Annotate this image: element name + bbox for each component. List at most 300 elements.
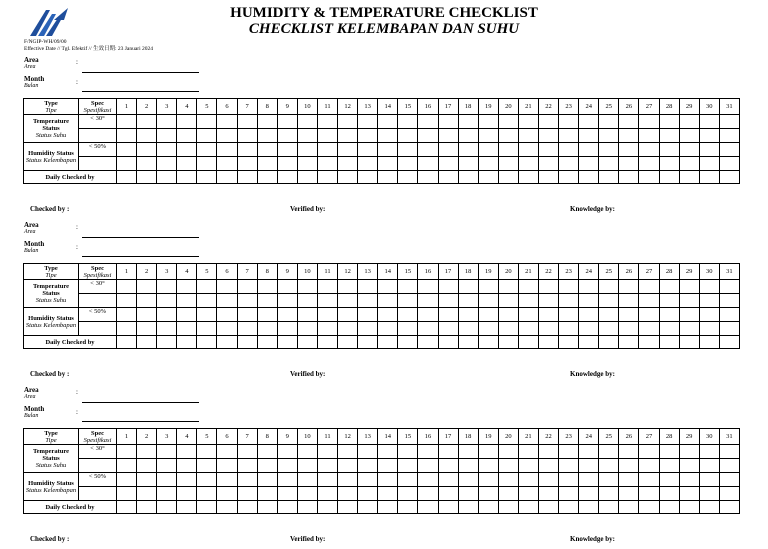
check-cell[interactable] bbox=[297, 459, 317, 473]
check-cell[interactable] bbox=[398, 157, 418, 171]
check-cell[interactable] bbox=[719, 459, 739, 473]
check-cell[interactable] bbox=[418, 171, 438, 184]
check-cell[interactable] bbox=[117, 459, 137, 473]
check-cell[interactable] bbox=[257, 487, 277, 501]
check-cell[interactable] bbox=[157, 129, 177, 143]
check-cell[interactable] bbox=[137, 280, 157, 294]
check-cell[interactable] bbox=[559, 280, 579, 294]
check-cell[interactable] bbox=[217, 445, 237, 459]
check-cell[interactable] bbox=[157, 143, 177, 157]
check-cell[interactable] bbox=[699, 115, 719, 129]
check-cell[interactable] bbox=[398, 459, 418, 473]
check-cell[interactable] bbox=[418, 143, 438, 157]
check-cell[interactable] bbox=[277, 487, 297, 501]
check-cell[interactable] bbox=[579, 473, 599, 487]
check-cell[interactable] bbox=[599, 322, 619, 336]
check-cell[interactable] bbox=[237, 459, 257, 473]
check-cell[interactable] bbox=[599, 157, 619, 171]
check-cell[interactable] bbox=[438, 171, 458, 184]
check-cell[interactable] bbox=[498, 157, 518, 171]
check-cell[interactable] bbox=[639, 171, 659, 184]
check-cell[interactable] bbox=[378, 294, 398, 308]
check-cell[interactable] bbox=[378, 308, 398, 322]
check-cell[interactable] bbox=[338, 129, 358, 143]
check-cell[interactable] bbox=[297, 487, 317, 501]
check-cell[interactable] bbox=[358, 445, 378, 459]
check-cell[interactable] bbox=[378, 280, 398, 294]
check-cell[interactable] bbox=[217, 157, 237, 171]
check-cell[interactable] bbox=[398, 501, 418, 514]
check-cell[interactable] bbox=[398, 445, 418, 459]
check-cell[interactable] bbox=[217, 171, 237, 184]
check-cell[interactable] bbox=[518, 445, 538, 459]
check-cell[interactable] bbox=[197, 308, 217, 322]
check-cell[interactable] bbox=[157, 336, 177, 349]
check-cell[interactable] bbox=[619, 336, 639, 349]
check-cell[interactable] bbox=[719, 129, 739, 143]
check-cell[interactable] bbox=[559, 459, 579, 473]
check-cell[interactable] bbox=[378, 322, 398, 336]
check-cell[interactable] bbox=[257, 501, 277, 514]
check-cell[interactable] bbox=[197, 501, 217, 514]
check-cell[interactable] bbox=[438, 294, 458, 308]
check-cell[interactable] bbox=[599, 459, 619, 473]
check-cell[interactable] bbox=[277, 143, 297, 157]
check-cell[interactable] bbox=[177, 501, 197, 514]
check-cell[interactable] bbox=[659, 473, 679, 487]
check-cell[interactable] bbox=[237, 308, 257, 322]
check-cell[interactable] bbox=[679, 115, 699, 129]
check-cell[interactable] bbox=[498, 308, 518, 322]
check-cell[interactable] bbox=[518, 459, 538, 473]
check-cell[interactable] bbox=[538, 487, 558, 501]
check-cell[interactable] bbox=[418, 294, 438, 308]
check-cell[interactable] bbox=[599, 487, 619, 501]
check-cell[interactable] bbox=[418, 501, 438, 514]
check-cell[interactable] bbox=[478, 115, 498, 129]
check-cell[interactable] bbox=[478, 501, 498, 514]
check-cell[interactable] bbox=[639, 143, 659, 157]
check-cell[interactable] bbox=[398, 322, 418, 336]
check-cell[interactable] bbox=[257, 280, 277, 294]
check-cell[interactable] bbox=[237, 336, 257, 349]
check-cell[interactable] bbox=[137, 445, 157, 459]
check-cell[interactable] bbox=[398, 487, 418, 501]
check-cell[interactable] bbox=[137, 157, 157, 171]
check-cell[interactable] bbox=[659, 459, 679, 473]
check-cell[interactable] bbox=[719, 115, 739, 129]
check-cell[interactable] bbox=[237, 294, 257, 308]
check-cell[interactable] bbox=[478, 336, 498, 349]
check-cell[interactable] bbox=[317, 322, 337, 336]
check-cell[interactable] bbox=[358, 143, 378, 157]
check-cell[interactable] bbox=[358, 459, 378, 473]
check-cell[interactable] bbox=[619, 129, 639, 143]
check-cell[interactable] bbox=[599, 473, 619, 487]
check-cell[interactable] bbox=[619, 473, 639, 487]
check-cell[interactable] bbox=[599, 171, 619, 184]
check-cell[interactable] bbox=[719, 294, 739, 308]
check-cell[interactable] bbox=[237, 487, 257, 501]
check-cell[interactable] bbox=[317, 280, 337, 294]
check-cell[interactable] bbox=[659, 157, 679, 171]
check-cell[interactable] bbox=[277, 294, 297, 308]
check-cell[interactable] bbox=[277, 280, 297, 294]
check-cell[interactable] bbox=[679, 129, 699, 143]
check-cell[interactable] bbox=[679, 157, 699, 171]
check-cell[interactable] bbox=[478, 322, 498, 336]
check-cell[interactable] bbox=[679, 473, 699, 487]
check-cell[interactable] bbox=[378, 459, 398, 473]
check-cell[interactable] bbox=[438, 129, 458, 143]
check-cell[interactable] bbox=[639, 280, 659, 294]
check-cell[interactable] bbox=[277, 322, 297, 336]
check-cell[interactable] bbox=[197, 294, 217, 308]
check-cell[interactable] bbox=[317, 143, 337, 157]
check-cell[interactable] bbox=[117, 294, 137, 308]
check-cell[interactable] bbox=[699, 473, 719, 487]
check-cell[interactable] bbox=[538, 308, 558, 322]
check-cell[interactable] bbox=[197, 129, 217, 143]
check-cell[interactable] bbox=[277, 171, 297, 184]
check-cell[interactable] bbox=[237, 322, 257, 336]
check-cell[interactable] bbox=[458, 294, 478, 308]
check-cell[interactable] bbox=[117, 171, 137, 184]
check-cell[interactable] bbox=[117, 280, 137, 294]
check-cell[interactable] bbox=[699, 501, 719, 514]
check-cell[interactable] bbox=[338, 157, 358, 171]
check-cell[interactable] bbox=[358, 294, 378, 308]
check-cell[interactable] bbox=[619, 157, 639, 171]
check-cell[interactable] bbox=[458, 129, 478, 143]
check-cell[interactable] bbox=[498, 487, 518, 501]
check-cell[interactable] bbox=[358, 129, 378, 143]
check-cell[interactable] bbox=[659, 501, 679, 514]
check-cell[interactable] bbox=[137, 459, 157, 473]
check-cell[interactable] bbox=[579, 294, 599, 308]
check-cell[interactable] bbox=[257, 473, 277, 487]
check-cell[interactable] bbox=[378, 115, 398, 129]
month-input-line[interactable] bbox=[82, 91, 199, 92]
check-cell[interactable] bbox=[217, 280, 237, 294]
check-cell[interactable] bbox=[137, 336, 157, 349]
check-cell[interactable] bbox=[719, 280, 739, 294]
check-cell[interactable] bbox=[418, 445, 438, 459]
check-cell[interactable] bbox=[639, 445, 659, 459]
check-cell[interactable] bbox=[719, 157, 739, 171]
check-cell[interactable] bbox=[559, 487, 579, 501]
check-cell[interactable] bbox=[257, 129, 277, 143]
check-cell[interactable] bbox=[237, 280, 257, 294]
check-cell[interactable] bbox=[117, 473, 137, 487]
check-cell[interactable] bbox=[619, 308, 639, 322]
check-cell[interactable] bbox=[579, 280, 599, 294]
check-cell[interactable] bbox=[358, 171, 378, 184]
check-cell[interactable] bbox=[438, 336, 458, 349]
check-cell[interactable] bbox=[197, 487, 217, 501]
area-input-line[interactable] bbox=[82, 72, 199, 73]
check-cell[interactable] bbox=[498, 143, 518, 157]
check-cell[interactable] bbox=[197, 115, 217, 129]
check-cell[interactable] bbox=[117, 487, 137, 501]
check-cell[interactable] bbox=[438, 143, 458, 157]
check-cell[interactable] bbox=[619, 280, 639, 294]
check-cell[interactable] bbox=[719, 487, 739, 501]
check-cell[interactable] bbox=[197, 336, 217, 349]
check-cell[interactable] bbox=[458, 473, 478, 487]
check-cell[interactable] bbox=[579, 336, 599, 349]
check-cell[interactable] bbox=[398, 308, 418, 322]
check-cell[interactable] bbox=[358, 473, 378, 487]
check-cell[interactable] bbox=[498, 501, 518, 514]
check-cell[interactable] bbox=[197, 445, 217, 459]
check-cell[interactable] bbox=[619, 501, 639, 514]
check-cell[interactable] bbox=[599, 336, 619, 349]
check-cell[interactable] bbox=[237, 143, 257, 157]
check-cell[interactable] bbox=[137, 322, 157, 336]
check-cell[interactable] bbox=[599, 115, 619, 129]
check-cell[interactable] bbox=[297, 294, 317, 308]
check-cell[interactable] bbox=[438, 445, 458, 459]
check-cell[interactable] bbox=[137, 294, 157, 308]
check-cell[interactable] bbox=[177, 308, 197, 322]
check-cell[interactable] bbox=[679, 445, 699, 459]
check-cell[interactable] bbox=[458, 445, 478, 459]
check-cell[interactable] bbox=[719, 473, 739, 487]
check-cell[interactable] bbox=[438, 322, 458, 336]
check-cell[interactable] bbox=[137, 115, 157, 129]
check-cell[interactable] bbox=[257, 115, 277, 129]
check-cell[interactable] bbox=[559, 473, 579, 487]
check-cell[interactable] bbox=[599, 294, 619, 308]
check-cell[interactable] bbox=[418, 157, 438, 171]
check-cell[interactable] bbox=[378, 129, 398, 143]
check-cell[interactable] bbox=[639, 459, 659, 473]
check-cell[interactable] bbox=[458, 322, 478, 336]
check-cell[interactable] bbox=[277, 459, 297, 473]
check-cell[interactable] bbox=[297, 473, 317, 487]
check-cell[interactable] bbox=[137, 171, 157, 184]
check-cell[interactable] bbox=[117, 157, 137, 171]
check-cell[interactable] bbox=[257, 336, 277, 349]
check-cell[interactable] bbox=[518, 322, 538, 336]
check-cell[interactable] bbox=[418, 473, 438, 487]
check-cell[interactable] bbox=[639, 322, 659, 336]
check-cell[interactable] bbox=[157, 294, 177, 308]
check-cell[interactable] bbox=[659, 143, 679, 157]
check-cell[interactable] bbox=[257, 171, 277, 184]
check-cell[interactable] bbox=[277, 473, 297, 487]
check-cell[interactable] bbox=[197, 143, 217, 157]
check-cell[interactable] bbox=[599, 129, 619, 143]
check-cell[interactable] bbox=[659, 336, 679, 349]
check-cell[interactable] bbox=[559, 308, 579, 322]
check-cell[interactable] bbox=[498, 336, 518, 349]
check-cell[interactable] bbox=[217, 129, 237, 143]
check-cell[interactable] bbox=[639, 336, 659, 349]
check-cell[interactable] bbox=[297, 336, 317, 349]
check-cell[interactable] bbox=[518, 336, 538, 349]
check-cell[interactable] bbox=[197, 322, 217, 336]
check-cell[interactable] bbox=[719, 171, 739, 184]
check-cell[interactable] bbox=[559, 322, 579, 336]
check-cell[interactable] bbox=[117, 501, 137, 514]
check-cell[interactable] bbox=[438, 115, 458, 129]
check-cell[interactable] bbox=[699, 336, 719, 349]
check-cell[interactable] bbox=[398, 143, 418, 157]
check-cell[interactable] bbox=[297, 280, 317, 294]
check-cell[interactable] bbox=[177, 336, 197, 349]
check-cell[interactable] bbox=[338, 308, 358, 322]
check-cell[interactable] bbox=[559, 157, 579, 171]
check-cell[interactable] bbox=[699, 322, 719, 336]
check-cell[interactable] bbox=[458, 171, 478, 184]
check-cell[interactable] bbox=[157, 308, 177, 322]
check-cell[interactable] bbox=[679, 459, 699, 473]
check-cell[interactable] bbox=[538, 473, 558, 487]
check-cell[interactable] bbox=[297, 115, 317, 129]
check-cell[interactable] bbox=[498, 171, 518, 184]
check-cell[interactable] bbox=[538, 143, 558, 157]
check-cell[interactable] bbox=[599, 308, 619, 322]
check-cell[interactable] bbox=[458, 143, 478, 157]
check-cell[interactable] bbox=[217, 308, 237, 322]
check-cell[interactable] bbox=[498, 459, 518, 473]
check-cell[interactable] bbox=[619, 143, 639, 157]
check-cell[interactable] bbox=[699, 157, 719, 171]
check-cell[interactable] bbox=[418, 336, 438, 349]
check-cell[interactable] bbox=[197, 459, 217, 473]
check-cell[interactable] bbox=[538, 171, 558, 184]
check-cell[interactable] bbox=[378, 157, 398, 171]
check-cell[interactable] bbox=[619, 294, 639, 308]
check-cell[interactable] bbox=[478, 129, 498, 143]
check-cell[interactable] bbox=[117, 143, 137, 157]
check-cell[interactable] bbox=[157, 115, 177, 129]
check-cell[interactable] bbox=[679, 280, 699, 294]
check-cell[interactable] bbox=[518, 473, 538, 487]
check-cell[interactable] bbox=[177, 487, 197, 501]
check-cell[interactable] bbox=[498, 280, 518, 294]
check-cell[interactable] bbox=[378, 336, 398, 349]
check-cell[interactable] bbox=[237, 171, 257, 184]
check-cell[interactable] bbox=[518, 171, 538, 184]
check-cell[interactable] bbox=[478, 487, 498, 501]
check-cell[interactable] bbox=[579, 171, 599, 184]
check-cell[interactable] bbox=[217, 459, 237, 473]
check-cell[interactable] bbox=[679, 322, 699, 336]
check-cell[interactable] bbox=[177, 473, 197, 487]
check-cell[interactable] bbox=[257, 294, 277, 308]
check-cell[interactable] bbox=[559, 171, 579, 184]
check-cell[interactable] bbox=[498, 115, 518, 129]
check-cell[interactable] bbox=[518, 115, 538, 129]
check-cell[interactable] bbox=[398, 280, 418, 294]
area-input-line[interactable] bbox=[82, 237, 199, 238]
check-cell[interactable] bbox=[137, 501, 157, 514]
check-cell[interactable] bbox=[639, 115, 659, 129]
check-cell[interactable] bbox=[679, 294, 699, 308]
check-cell[interactable] bbox=[599, 280, 619, 294]
check-cell[interactable] bbox=[458, 487, 478, 501]
check-cell[interactable] bbox=[478, 294, 498, 308]
check-cell[interactable] bbox=[297, 171, 317, 184]
check-cell[interactable] bbox=[478, 459, 498, 473]
check-cell[interactable] bbox=[559, 336, 579, 349]
check-cell[interactable] bbox=[518, 157, 538, 171]
check-cell[interactable] bbox=[418, 322, 438, 336]
check-cell[interactable] bbox=[117, 336, 137, 349]
check-cell[interactable] bbox=[559, 143, 579, 157]
check-cell[interactable] bbox=[559, 294, 579, 308]
check-cell[interactable] bbox=[378, 473, 398, 487]
check-cell[interactable] bbox=[518, 294, 538, 308]
month-input-line[interactable] bbox=[82, 421, 199, 422]
check-cell[interactable] bbox=[659, 115, 679, 129]
check-cell[interactable] bbox=[157, 459, 177, 473]
check-cell[interactable] bbox=[177, 171, 197, 184]
check-cell[interactable] bbox=[639, 473, 659, 487]
check-cell[interactable] bbox=[197, 171, 217, 184]
check-cell[interactable] bbox=[639, 157, 659, 171]
check-cell[interactable] bbox=[177, 143, 197, 157]
check-cell[interactable] bbox=[217, 501, 237, 514]
check-cell[interactable] bbox=[699, 459, 719, 473]
check-cell[interactable] bbox=[217, 487, 237, 501]
check-cell[interactable] bbox=[157, 473, 177, 487]
check-cell[interactable] bbox=[277, 157, 297, 171]
check-cell[interactable] bbox=[257, 322, 277, 336]
check-cell[interactable] bbox=[619, 459, 639, 473]
check-cell[interactable] bbox=[559, 115, 579, 129]
check-cell[interactable] bbox=[719, 336, 739, 349]
check-cell[interactable] bbox=[518, 308, 538, 322]
check-cell[interactable] bbox=[599, 501, 619, 514]
check-cell[interactable] bbox=[699, 280, 719, 294]
check-cell[interactable] bbox=[719, 308, 739, 322]
check-cell[interactable] bbox=[458, 157, 478, 171]
check-cell[interactable] bbox=[237, 115, 257, 129]
check-cell[interactable] bbox=[719, 143, 739, 157]
check-cell[interactable] bbox=[177, 157, 197, 171]
check-cell[interactable] bbox=[418, 487, 438, 501]
check-cell[interactable] bbox=[559, 445, 579, 459]
check-cell[interactable] bbox=[478, 143, 498, 157]
check-cell[interactable] bbox=[338, 459, 358, 473]
check-cell[interactable] bbox=[679, 308, 699, 322]
check-cell[interactable] bbox=[719, 445, 739, 459]
check-cell[interactable] bbox=[458, 280, 478, 294]
check-cell[interactable] bbox=[338, 171, 358, 184]
check-cell[interactable] bbox=[217, 115, 237, 129]
check-cell[interactable] bbox=[538, 115, 558, 129]
check-cell[interactable] bbox=[518, 143, 538, 157]
check-cell[interactable] bbox=[639, 487, 659, 501]
check-cell[interactable] bbox=[277, 501, 297, 514]
check-cell[interactable] bbox=[157, 157, 177, 171]
check-cell[interactable] bbox=[659, 129, 679, 143]
area-input-line[interactable] bbox=[82, 402, 199, 403]
check-cell[interactable] bbox=[117, 445, 137, 459]
check-cell[interactable] bbox=[277, 336, 297, 349]
check-cell[interactable] bbox=[338, 115, 358, 129]
check-cell[interactable] bbox=[579, 487, 599, 501]
check-cell[interactable] bbox=[157, 280, 177, 294]
check-cell[interactable] bbox=[679, 171, 699, 184]
check-cell[interactable] bbox=[378, 143, 398, 157]
check-cell[interactable] bbox=[157, 501, 177, 514]
check-cell[interactable] bbox=[358, 501, 378, 514]
